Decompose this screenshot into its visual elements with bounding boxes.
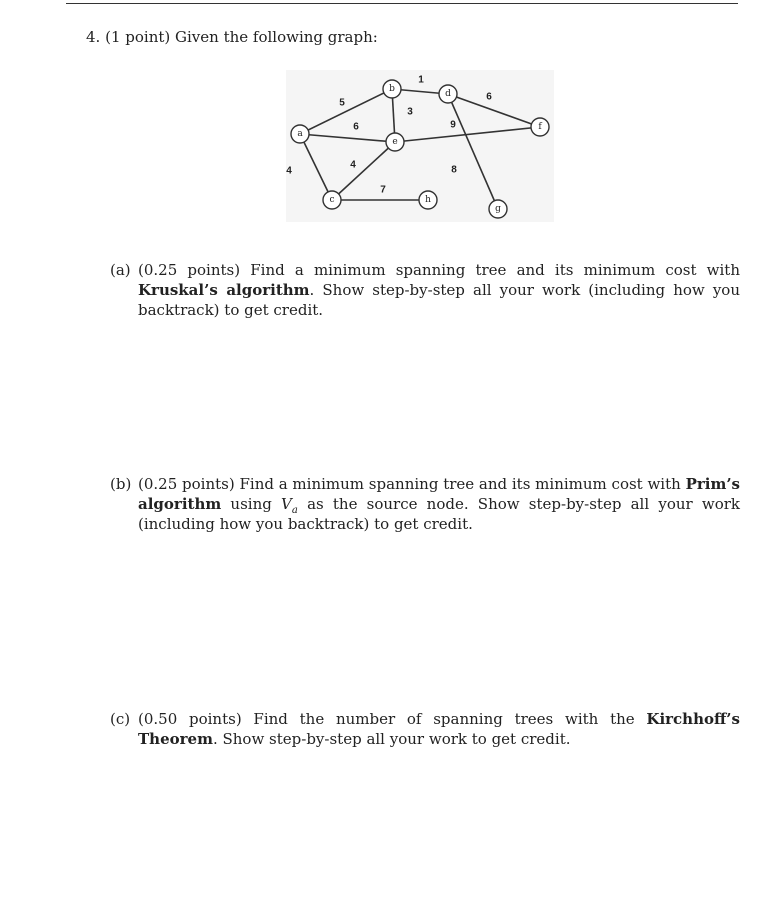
edge-d-g xyxy=(448,91,498,209)
part-b-var-sub: a xyxy=(291,505,298,516)
edge-weight-c-e: 4 xyxy=(350,159,356,171)
node-e xyxy=(386,133,404,151)
part-c-body xyxy=(138,709,740,749)
part-b-var-main: V xyxy=(281,495,292,513)
node-label-g: g xyxy=(495,204,501,214)
part-b xyxy=(110,474,740,534)
edge-weight-d-f: 6 xyxy=(486,91,492,103)
problem-points: (1 point) xyxy=(105,28,171,46)
node-label-f: f xyxy=(538,122,542,132)
node-b xyxy=(383,80,401,98)
part-b-source-var xyxy=(281,495,298,516)
edge-d-f xyxy=(448,91,540,127)
part-c-points: (0.50 points) xyxy=(138,710,242,728)
edge-weight-a-c: 4 xyxy=(286,165,292,177)
part-a-text-post: . Show step-by-step all your work (including how you backtrack) to get credit. xyxy=(138,281,740,319)
node-label-a: a xyxy=(297,129,303,139)
part-c-text-post: . Show step-by-step all your work to get credit. xyxy=(212,730,571,748)
part-b-marker: (b) xyxy=(110,475,132,493)
part-c-theorem: Kirchhoff’s Theorem xyxy=(138,710,740,748)
part-b-body xyxy=(138,474,740,534)
node-a xyxy=(291,125,309,143)
edge-weight-b-d: 1 xyxy=(418,74,424,86)
node-c xyxy=(323,191,341,209)
part-b-text-post: as the source node. Show step-by-step all your work (including how you backtrack) to get credit. xyxy=(138,495,740,533)
part-b-algorithm: Prim’s algorithm xyxy=(138,475,740,513)
part-c-marker: (c) xyxy=(110,710,131,728)
part-a xyxy=(110,260,740,320)
graph-nodes xyxy=(291,80,549,218)
problem-header xyxy=(86,28,378,46)
edge-weight-a-b: 5 xyxy=(339,97,345,109)
part-a-text-pre: Find a minimum spanning tree and its minimum cost with xyxy=(250,261,740,279)
node-label-h: h xyxy=(425,195,431,205)
edge-a-c xyxy=(300,134,332,200)
node-g xyxy=(489,200,507,218)
node-d xyxy=(439,85,457,103)
part-a-body xyxy=(138,260,740,320)
edge-a-e xyxy=(300,134,395,142)
part-b-text-mid: using xyxy=(230,495,272,513)
graph-edges xyxy=(300,89,540,209)
edge-weight-e-f: 8 xyxy=(451,164,457,176)
problem-number: 4. xyxy=(86,28,101,46)
edge-weight-d-g: 9 xyxy=(450,119,456,131)
part-c-text-pre: Find the number of spanning trees with the xyxy=(253,710,635,728)
edge-weight-a-e: 6 xyxy=(353,121,359,133)
part-b-points: (0.25 points) xyxy=(138,475,235,493)
problem-prompt: Given the following graph: xyxy=(175,28,378,46)
node-label-e: e xyxy=(392,137,398,147)
node-f xyxy=(531,118,549,136)
part-a-marker: (a) xyxy=(110,261,131,279)
node-label-c: c xyxy=(329,195,335,205)
graph-svg xyxy=(286,70,554,222)
edge-weight-b-e: 3 xyxy=(407,106,413,118)
part-a-points: (0.25 points) xyxy=(138,261,241,279)
node-label-b: b xyxy=(389,84,395,94)
edge-a-b xyxy=(300,89,392,134)
node-h xyxy=(419,191,437,209)
part-c xyxy=(110,709,740,749)
page-top-rule xyxy=(66,3,738,4)
graph-figure xyxy=(286,70,554,222)
node-label-d: d xyxy=(445,89,451,99)
part-b-text-pre: Find a minimum spanning tree and its minimum cost with xyxy=(239,475,681,493)
edge-weight-c-h: 7 xyxy=(380,184,386,196)
part-a-algorithm: Kruskal’s algorithm xyxy=(138,281,310,299)
